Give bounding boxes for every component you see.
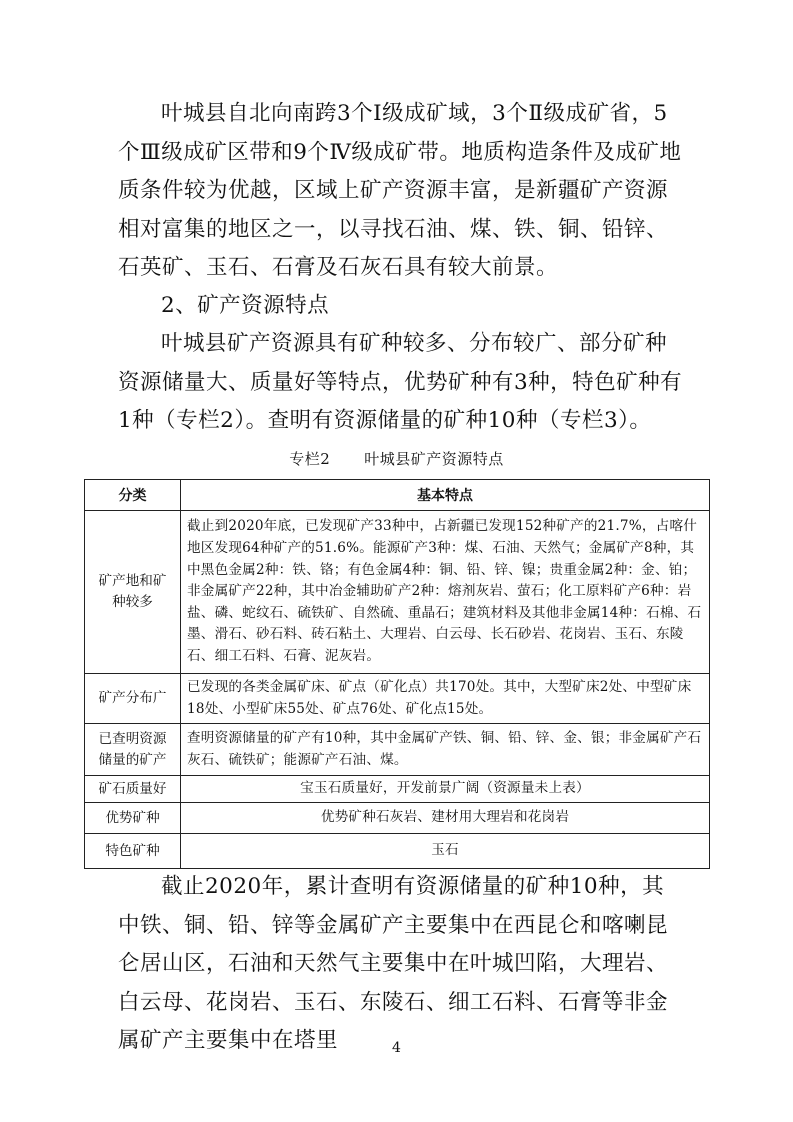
row-feature: 优势矿种石灰岩、建材用大理岩和花岗岩 bbox=[181, 803, 710, 834]
row-feature: 截止到2020年底，已发现矿产33种中，占新疆已发现152种矿产的21.7%，占喀什地区发现64种矿产的51.6%。能源矿产3种：煤、石油、天然气；金属矿产8种，其中黑色金属2种：铁、铬；有色金属4种：铜、铅、锌、镍；贵重金属2种：金、铂；非金属矿产22种，其中冶金辅助矿产2种：熔剂灰岩、萤石；化工原料矿产6种：岩盐、磷、蛇纹石、硫铁矿、自然硫、重晶石；建筑材料及其他非金属14种：石棉、石墨、滑石、砂石料、砖石粘土、大理岩、白云母、长石砂岩、花岗岩、玉石、东陵石、细工石料、石膏、泥灰岩。 bbox=[181, 511, 710, 674]
table-row bbox=[85, 776, 710, 803]
table-row bbox=[85, 511, 710, 674]
row-category: 矿产地和矿种较多 bbox=[85, 511, 181, 674]
table-row bbox=[85, 834, 710, 869]
table-caption bbox=[0, 448, 793, 469]
row-feature: 宝玉石质量好，开发前景广阔（资源量未上表） bbox=[181, 776, 710, 803]
table-row bbox=[85, 724, 710, 776]
table-row bbox=[85, 674, 710, 724]
header-feature: 基本特点 bbox=[181, 480, 710, 511]
row-category: 已查明资源储量的矿产 bbox=[85, 724, 181, 776]
table-header-row bbox=[85, 480, 710, 511]
caption-title: 叶城县矿产资源特点 bbox=[364, 450, 504, 468]
header-category: 分类 bbox=[85, 480, 181, 511]
row-feature: 玉石 bbox=[181, 834, 710, 869]
paragraph-mineral-features: 叶城县矿产资源具有矿种较多、分布较广、部分矿种资源储量大、质量好等特点，优势矿种有3种，特色矿种有1种（专栏2）。查明有资源储量的矿种10种（专栏3）。 bbox=[118, 331, 683, 434]
paragraph-resource-distribution: 截止2020年，累计查明有资源储量的矿种10种，其中铁、铜、铅、锌等金属矿产主要集中在西昆仑和喀喇昆仑居山区，石油和天然气主要集中在叶城凹陷，大理岩、白云母、花岗岩、玉石、东陵石、细工石料、石膏等非金属矿产主要集中在塔里 bbox=[118, 874, 669, 1054]
paragraph-mineralization-zones: 叶城县自北向南跨3个Ⅰ级成矿域，3个Ⅱ级成矿省，5个Ⅲ级成矿区带和9个Ⅳ级成矿带。地质构造条件及成矿地质条件较为优越，区域上矿产资源丰富，是新疆矿产资源相对富集的地区之一，以寻找石油、煤、铁、铜、铅锌、石英矿、玉石、石膏及石灰石具有较大前景。 bbox=[118, 101, 682, 281]
row-category: 特色矿种 bbox=[85, 834, 181, 869]
row-category: 矿石质量好 bbox=[85, 776, 181, 803]
section-heading-mineral-features: 2、矿产资源特点 bbox=[161, 293, 330, 318]
page-number: 4 bbox=[392, 1040, 401, 1056]
row-category: 优势矿种 bbox=[85, 803, 181, 834]
row-feature: 已发现的各类金属矿床、矿点（矿化点）共170处。其中，大型矿床2处、中型矿床18处、小型矿床55处、矿点76处、矿化点15处。 bbox=[181, 674, 710, 724]
row-feature: 查明资源储量的矿产有10种，其中金属矿产铁、铜、铅、锌、金、银；非金属矿产石灰石、硫铁矿；能源矿产石油、煤。 bbox=[181, 724, 710, 776]
mineral-features-table bbox=[84, 479, 710, 869]
caption-label: 专栏2 bbox=[289, 450, 331, 468]
row-category: 矿产分布广 bbox=[85, 674, 181, 724]
table-row bbox=[85, 803, 710, 834]
